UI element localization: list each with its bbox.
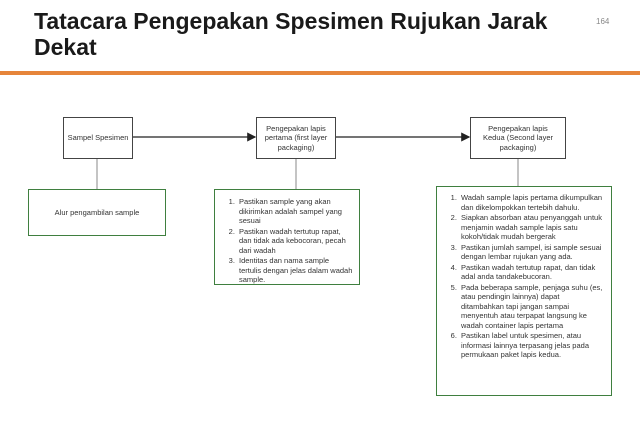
box-second-layer-label: Pengepakan lapis Kedua (Second layer packaging): [482, 123, 554, 152]
first-layer-step: 1. Pastikan sample yang akan dikirimkan adalah sampel yang sesuai: [237, 197, 353, 226]
second-layer-step: 6. Pastikan label untuk spesimen, atau informasi lainnya terpasang jelas pada permukaan paket lapis kedua.: [459, 331, 603, 360]
first-layer-steps-box: [214, 189, 360, 285]
second-layer-step: 4. Pastikan wadah tertutup rapat, dan tidak adal anda tandakebucoran.: [459, 263, 603, 282]
second-layer-steps-list: [441, 193, 603, 360]
box-second-layer-packaging: [470, 117, 566, 159]
second-layer-steps-box: [436, 186, 612, 396]
page-number: 164: [596, 17, 610, 26]
second-layer-step: 5. Pada beberapa sample, penjaga suhu (es, atau pendingin lainnya) dapat ditambahkan tapi jangan sampai menyentuh atau terpapat langsung ke wadah container lapis pertama: [459, 283, 603, 331]
box-first-layer-label: Pengepakan lapis pertama (first layer packaging): [264, 123, 328, 152]
box-first-layer-packaging: [256, 117, 336, 159]
second-layer-step: 2. Siapkan absorban atau penyanggah untuk menjamin wadah sample lapis satu kokoh/tidak mudah bergerak: [459, 213, 603, 242]
box-alur-pengambilan: [28, 189, 166, 236]
box-sampel-label: Sampel Spesimen: [67, 133, 129, 143]
box-alur-label: Alur pengambilan sample: [54, 207, 140, 217]
second-layer-step: 3. Pastikan jumlah sampel, isi sample sesuai dengan lembar rujukan yang ada.: [459, 243, 603, 262]
second-layer-step: 1. Wadah sample lapis pertama dikumpulkan dan dikelompokkan tertebih dahulu.: [459, 193, 603, 212]
box-sampel-spesimen: [63, 117, 133, 159]
first-layer-steps-list: [219, 197, 353, 285]
page-title: Tatacara Pengepakan Spesimen Rujukan Jarak Dekat: [34, 8, 548, 60]
first-layer-step: 3. Identitas dan nama sample tertulis dengan jelas dalam wadah sample.: [237, 256, 353, 285]
first-layer-step: 2. Pastikan wadah tertutup rapat, dan tidak ada kebocoran, pecah dari wadah: [237, 227, 353, 256]
